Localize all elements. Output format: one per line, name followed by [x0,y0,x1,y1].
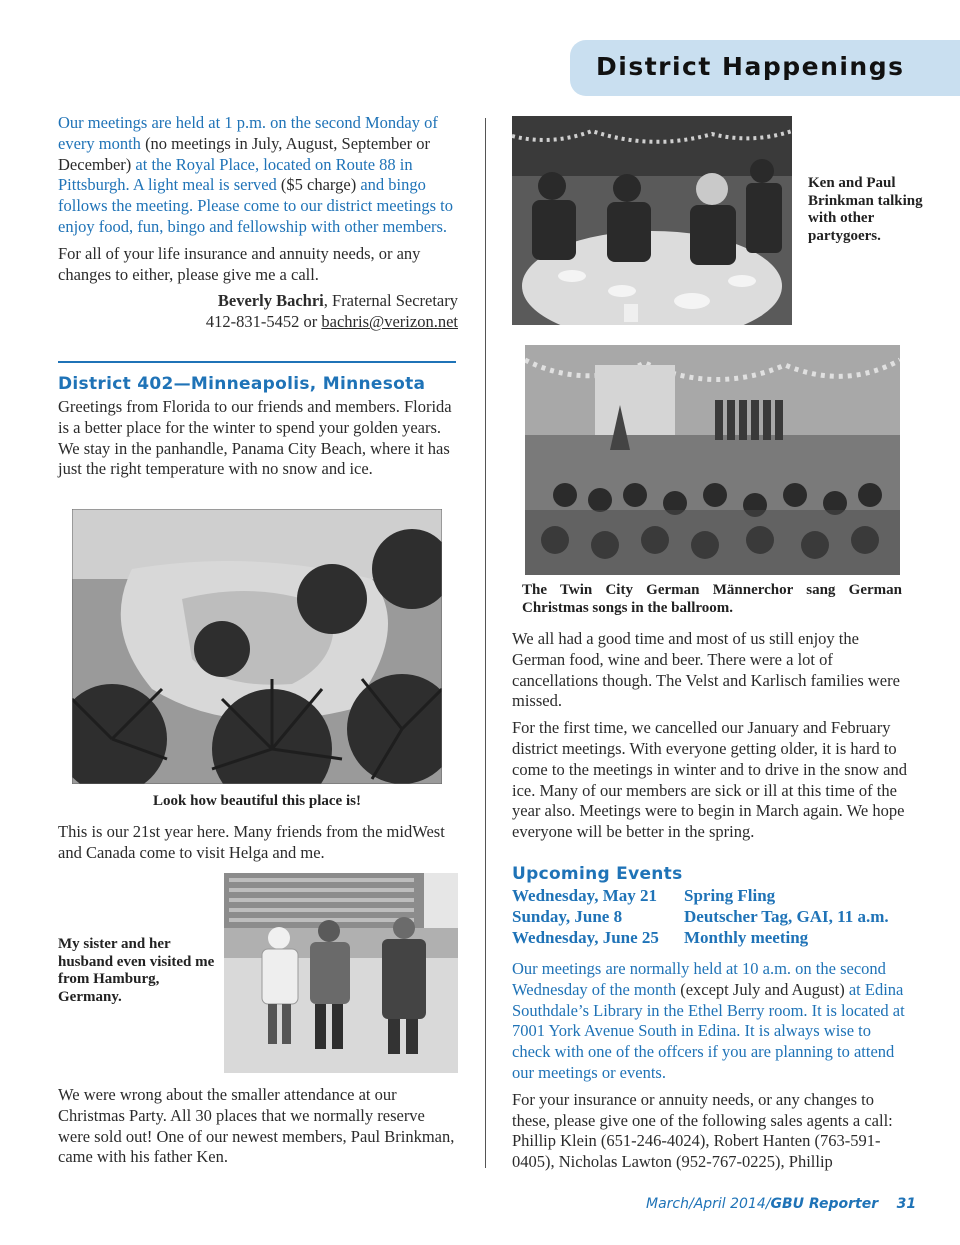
footer [646,1196,916,1212]
paragraph-segment: at Edina Southdale’s Library in the Ethel Berry room. It is located at 7001 York Avenue South in Edina. It is always wise to check with one of the offcers if you are planning to attend our meetings or events. [512,979,905,1082]
signature-title: , Fraternal Secretary [323,291,458,311]
agents-paragraph: For your insurance or annuity needs, or any changes to these, please give one of the following sales agents a call: Phillip Klein (651-246-4024), Robert Hanten (763-591-0405), Nicholas Lawton (952-767-0225), Phillip [512,1089,893,1172]
paragraph-segment: Our meetings are normally held at 10 a.m. on the second Wednesday of the month [512,959,886,999]
intro-block [58,113,458,333]
signature-line-1 [58,291,458,312]
events-heading: Upcoming Events [512,864,683,884]
email-link[interactable]: bachris@verizon.net [321,312,458,332]
district-heading: District 402—Minneapolis, Minnesota [58,374,426,394]
meeting-info-paragraph [58,113,458,238]
ballroom-choir-photo [525,345,900,575]
page-title: District Happenings [596,52,905,81]
right-meeting-paragraph [512,959,912,1084]
event-date-3: Wednesday, June 25 [512,928,659,947]
paragraph-segment: (no meetings in July, August, September or December) [58,133,430,174]
event-name-2: Deutscher Tag, GAI, 11 a.m. [684,907,889,926]
paragraph-segment: ($5 charge) [276,175,361,195]
photo1-caption: Look how beautiful this place is! [153,793,361,809]
page-number: 31 [896,1196,917,1212]
district-paragraph-3: We were wrong about the smaller attendance at our Christmas Party. All 30 places that we normally reserve were sold out! One of our newest members, Paul Brinkman, came with his father Ken. [58,1085,455,1167]
column-divider [485,118,486,1168]
paragraph-segment: Our meetings are held at 1 p.m. on the second Monday of every month [58,113,438,153]
photo4-caption: The Twin City German Männerchor sang German Christmas songs in the ballroom. [522,582,902,616]
palm-courtyard-photo [72,509,442,784]
insurance-paragraph: For all of your life insurance and annuity needs, or any changes to either, please give me a call. [58,243,421,284]
event-date-1: Wednesday, May 21 [512,886,657,905]
event-name-3: Monthly meeting [684,928,809,947]
right-paragraph-2: For the first time, we cancelled our January and February district meetings. With everyone getting older, it is hard to come to the meetings in winter and to drive in the snow and ice. Many of our members are sick or ill at this time of the year also. Meetings were to begin in March again. We hope everyone will be better in the spring. [512,718,907,842]
party-table-photo [512,116,792,325]
signature-name: Beverly Bachri [217,291,324,311]
paragraph-segment: and bingo follows the meeting. Please come to our district meetings to enjoy food, fun, bingo and fellowship with other members. [58,175,454,236]
paragraph-segment: (except July and August) [676,979,849,999]
section-divider [58,361,456,363]
event-name-1: Spring Fling [684,886,776,905]
paragraph-segment: at the Royal Place, located on Route 88 in Pittsburgh. A light meal is served [58,154,413,195]
signature-phone: 412-831-5452 or [205,312,322,332]
signature-line-2 [58,312,458,333]
district-paragraph-2: This is our 21st year here. Many friends from the midWest and Canada come to visit Helga and me. [58,822,445,862]
photo3-caption: Ken and Paul Brinkman talking with other partygoers. [808,175,923,244]
footer-publication: GBU Reporter [770,1196,879,1212]
photo2-caption: My sister and her husband even visited me from Hamburg, Germany. [58,936,215,1005]
right-paragraphs [512,629,912,843]
footer-issue: March/April 2014/ [646,1196,771,1212]
right-paragraph-1: We all had a good time and most of us still enjoy the German food, wine and beer. There were a lot of cancellations though. The Velst and Karlisch families were missed. [512,629,900,711]
district-paragraph-1: Greetings from Florida to our friends and members. Florida is a better place for the winter to spend your golden years. We stay in the panhandle, Panama City Beach, where it has just the right temperature with no snow and ice. [58,397,452,479]
event-date-2: Sunday, June 8 [512,907,623,926]
beach-visitors-photo [224,873,458,1073]
right-meeting-block [512,959,912,1173]
